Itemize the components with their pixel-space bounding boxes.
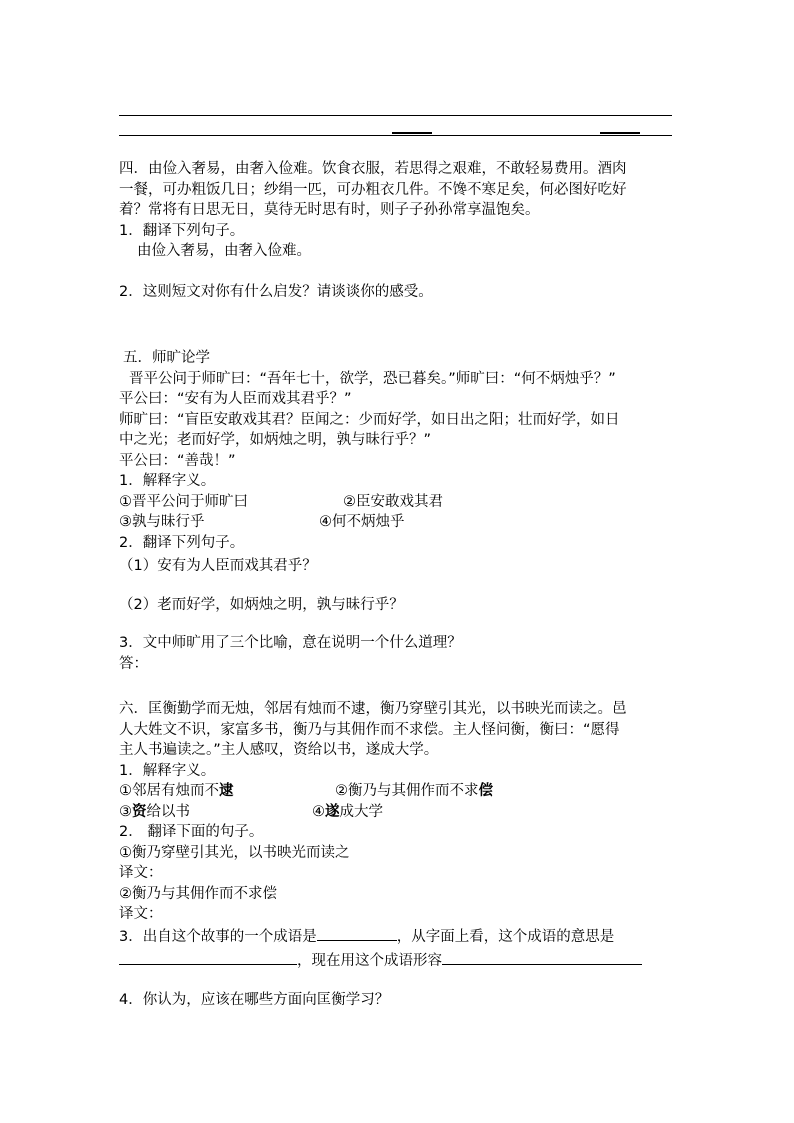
section5-question-2-a: （1）安有为人臣而戏其君乎？	[119, 558, 317, 574]
section6-q1-row-1	[119, 781, 642, 802]
section6-q1-row-2	[119, 802, 642, 823]
section6-q1-item-3-num: ③	[119, 803, 132, 820]
section5-para-line-1: 晋平公问于师旷曰：“吾年七十，欲学，恐已暮矣。”师旷曰：“何不炳烛乎？”	[129, 370, 616, 387]
section-5	[119, 348, 620, 674]
header-rule-bottom	[119, 135, 672, 136]
section6-q3-blank-2[interactable]	[119, 949, 297, 965]
section6-q1-item-4-num: ④	[312, 803, 325, 820]
section-6	[119, 699, 642, 1010]
section6-q1-item-2-keyword: 偿	[478, 783, 493, 799]
section5-title: 五．师旷论学	[123, 350, 210, 366]
section6-q1-item-4-keyword: 遂	[325, 803, 340, 820]
section5-question-2-b: （2）老而好学，如炳烛之明，孰与昧行乎？	[119, 596, 404, 613]
section6-question-2-b-label: 译文：	[119, 906, 163, 922]
section6-question-3-line-2	[119, 949, 642, 972]
section4-para-line-3: 着？常将有日思无日，莫待无时思有时，则子子孙孙常享温饱矣。	[119, 202, 540, 218]
section6-question-3-part-1: 3．出自这个故事的一个成语是	[119, 928, 317, 945]
section6-q1-item-1-keyword: 逮	[219, 783, 234, 799]
section6-q1-item-4-text: 成大学	[339, 803, 383, 820]
section5-para-line-5: 平公曰：“善哉！”	[119, 452, 236, 469]
section5-question-3: 3．文中师旷用了三个比喻，意在说明一个什么道理？	[119, 635, 462, 651]
section5-q1-item-3: ③孰与昧行乎	[119, 514, 205, 530]
section5-para-line-4: 中之光；老而好学，如炳烛之明，孰与昧行乎？”	[119, 432, 432, 448]
section6-q3-blank-1[interactable]	[317, 925, 397, 941]
section5-q1-row-1	[119, 492, 620, 513]
section6-para-line-3: 主人书遍读之。”主人感叹，资给以书，遂成大学。	[119, 742, 439, 758]
section6-question-2-a-label: 译文：	[119, 865, 163, 881]
section4-question-2: 2．这则短文对你有什么启发？请谈谈你的感受。	[119, 284, 433, 300]
section5-q1-row-2	[119, 512, 620, 533]
section6-question-3-part-2: ，从字面上看，这个成语的意思是	[396, 928, 615, 945]
section6-question-2-b: ②衡乃与其佣作而不求偿	[119, 885, 277, 902]
header-rule-mark-1	[392, 132, 432, 134]
section6-question-2-a: ①衡乃穿壁引其光，以书映光而读之	[119, 844, 350, 861]
section6-q1-item-3	[119, 804, 190, 820]
section4-para-line-1: 四．由俭入奢易，由奢入俭难。饮食衣服，若思得之艰难，不敢轻易费用。酒肉	[119, 161, 627, 177]
section6-q1-item-2-text: ②衡乃与其佣作而不求	[335, 783, 479, 799]
section5-para-line-2: 平公曰：“安有为人臣而戏其君乎？”	[119, 391, 352, 407]
section4-para-line-2: 一餐，可办粗饭几日；纱绢一匹，可办粗衣几件。不馋不寒足矣，何必图好吃好	[119, 181, 627, 198]
section6-q3-blank-3[interactable]	[442, 949, 642, 965]
section6-q1-item-3-keyword: 资	[132, 803, 147, 820]
section5-para-line-3: 师旷曰：“盲臣安敢戏其君？臣闻之：少而好学，如日出之阳；壮而好学，如日	[119, 411, 620, 428]
section6-question-1: 1．解释字义。	[119, 762, 216, 779]
header-rule-top	[119, 115, 672, 116]
header-rule-mark-2	[600, 132, 640, 134]
section6-q1-item-4	[312, 802, 383, 823]
section4-question-1: 1．翻译下列句子。	[119, 222, 245, 239]
section-4	[119, 159, 627, 303]
section4-question-1-sentence: 由俭入奢易，由奢入俭难。	[137, 243, 311, 259]
section6-para-line-1: 六．匡衡勤学而无烛，邻居有烛而不逮，衡乃穿壁引其光，以书映光而读之。邑	[119, 701, 627, 717]
section6-q1-item-3-text: 给以书	[146, 803, 190, 820]
section6-q1-item-1-text: ①邻居有烛而不	[119, 783, 219, 799]
section5-q1-item-2: ②臣安敢戏其君	[343, 493, 443, 510]
section5-answer-label: 答：	[119, 655, 148, 672]
section5-question-1: 1．解释字义。	[119, 473, 216, 489]
section6-question-3-part-3: ，现在用这个成语形容	[297, 953, 442, 969]
section5-q1-item-1: ①晋平公问于师旷曰	[119, 493, 248, 510]
section6-question-4: 4．你认为，应该在哪些方面向匡衡学习？	[119, 991, 390, 1008]
section6-question-3-line-1	[119, 925, 642, 948]
section5-q1-item-4: ④何不炳烛乎	[319, 514, 405, 530]
section6-question-2: 2． 翻译下面的句子。	[119, 824, 264, 840]
section6-q1-item-1	[119, 783, 234, 799]
section5-question-2: 2．翻译下列句子。	[119, 534, 245, 551]
section6-para-line-2: 人大姓文不识，家富多书，衡乃与其佣作而不求偿。主人怪问衡，衡曰：“愿得	[119, 721, 620, 738]
section6-q1-item-2	[335, 781, 493, 802]
